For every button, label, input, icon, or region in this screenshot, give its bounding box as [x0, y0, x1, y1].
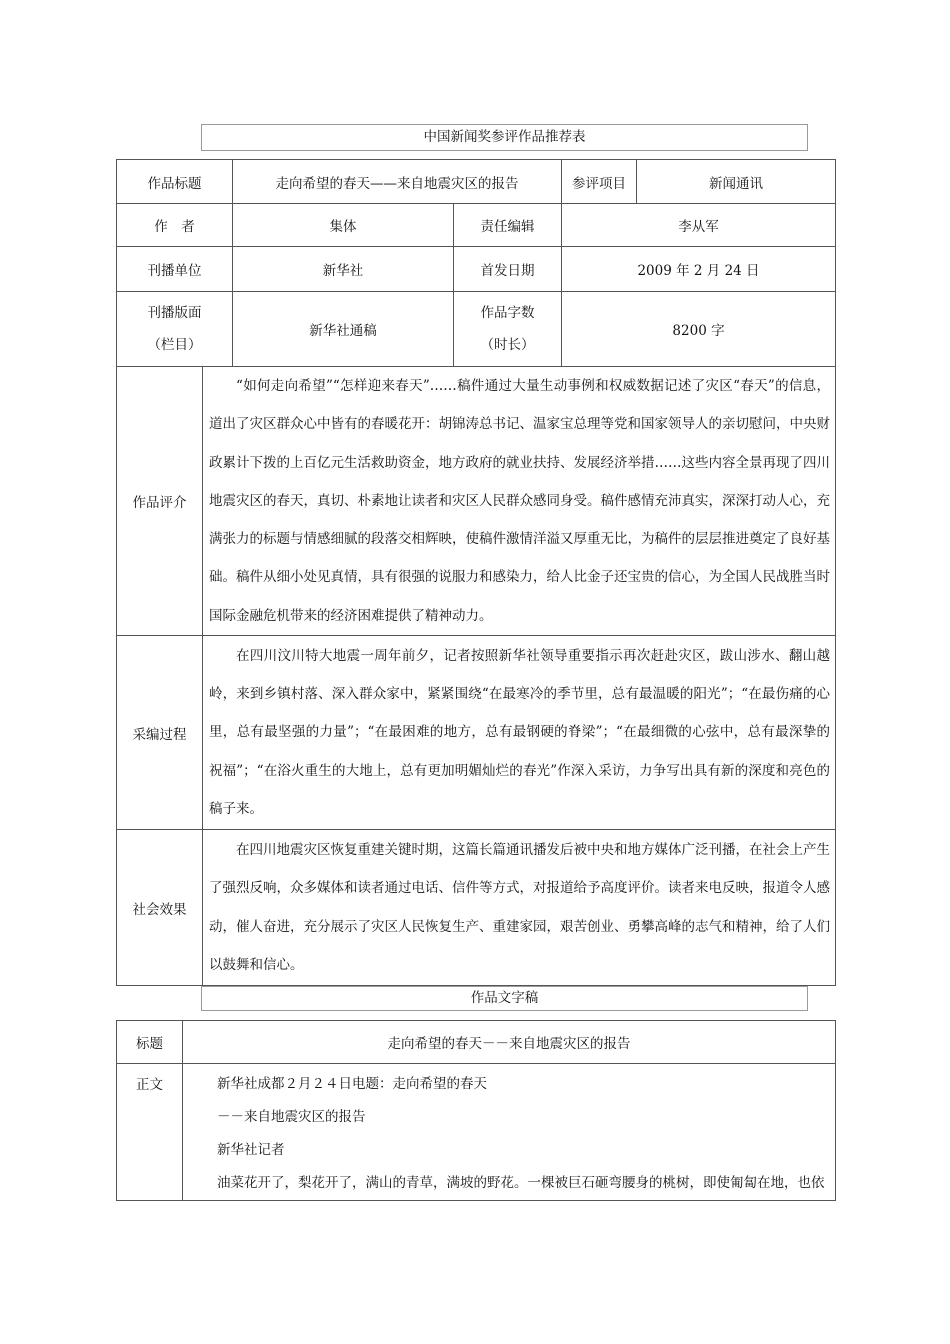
effect-label: 社会效果 [117, 830, 203, 986]
section-label-line-2: （栏目） [147, 337, 202, 353]
effect-text: 在四川地震灾区恢复重建关键时期，这篇长篇通讯播发后被中央和地方媒体广泛刊播，在社会上产生了强烈反响，众多媒体和读者通过电话、信件等方式，对报道给予高度评价。读者来电反映，报道令人感动，催人奋进，充分展示了灾区人民恢复生产、重建家园，艰苦创业、勇攀高峰的志气和精神，给了人们以鼓舞和信心。 [209, 842, 830, 973]
editor-value: 李从军 [562, 204, 836, 247]
recommendation-form-table [116, 159, 836, 367]
editor-label: 责任编辑 [454, 204, 562, 247]
table-row [117, 160, 836, 204]
headline-value: 走向希望的春天－－来自地震灾区的报告 [183, 1021, 836, 1064]
process-text: 在四川汶川特大地震一周年前夕，记者按照新华社领导重要指示再次赶赴灾区，跋山涉水、翻山越岭，来到乡镇村落、深入群众家中，紧紧围绕“在最寒冷的季节里，总有最温暖的阳光”；“在最伤痛的心里，总有最坚强的力量”；“在最困难的地方，总有最钢硬的脊梁”；“在最细微的心弦中，总有最深挚的祝福”；“在浴火重生的大地上，总有更加明媚灿烂的春光”作深入采访，力争写出具有新的深度和亮色的稿子来。 [209, 647, 830, 817]
body-line-4: 油菜花开了，梨花开了，满山的青草，满坡的野花。一棵被巨石砸弯腰身的桃树，即使匍匐在地，也依 [217, 1175, 825, 1191]
process-label: 采编过程 [117, 636, 203, 830]
title-label: 作品标题 [117, 160, 233, 204]
body-line-2: －－来自地震灾区的报告 [217, 1109, 366, 1125]
manuscript-table [116, 1020, 836, 1201]
body-line-1: 新华社成都２月２４日电题：走向希望的春天 [217, 1076, 487, 1092]
category-value: 新闻通讯 [637, 160, 836, 204]
section-label [117, 292, 233, 367]
words-label-line-1: 作品字数 [480, 305, 535, 321]
category-label: 参评项目 [562, 160, 637, 204]
review-text: “如何走向希望”“怎样迎来春天”……稿件通过大量生动事例和权威数据记述了灾区“春天”的信息，道出了灾区群众心中皆有的春暖花开：胡锦涛总书记、温家宝总理等党和国家领导人的亲切慰问，中央财政累计下拨的上百亿元生活救助资金，地方政府的就业扶持、发展经济举措……这些内容全景再现了四川地震灾区的春天，真切、朴素地让读者和灾区人民群众感同身受。稿件感情充沛真实，深深打动人心，充满张力的标题与情感细腻的段落交相辉映，使稿件激情洋溢又厚重无比，为稿件的层层推进奠定了良好基础。稿件从细小处见真情，具有很强的说服力和感染力，给人比金子还宝贵的信心，为全国人民战胜当时国际金融危机带来的经济困难提供了精神动力。 [209, 378, 830, 624]
review-label: 作品评介 [117, 367, 203, 636]
table-row [117, 292, 836, 367]
words-value: 8200 字 [562, 292, 836, 367]
date-value: 2009 年 2 月 24 日 [562, 247, 836, 292]
words-label-line-2: （时长） [480, 337, 535, 353]
unit-label: 刊播单位 [117, 247, 233, 292]
title-value: 走向希望的春天——来自地震灾区的报告 [233, 160, 562, 204]
words-label [454, 292, 562, 367]
table-row [117, 204, 836, 247]
section-label-line-1: 刊播版面 [147, 305, 202, 321]
date-label: 首发日期 [454, 247, 562, 292]
author-value: 集体 [233, 204, 454, 247]
table-row [117, 1021, 836, 1064]
evaluation-table [116, 366, 836, 986]
table-row [117, 1064, 836, 1201]
table-row [117, 367, 836, 636]
author-label: 作 者 [117, 204, 233, 247]
table-row [117, 247, 836, 292]
form-title: 中国新闻奖参评作品推荐表 [201, 124, 808, 151]
body-line-3: 新华社记者 [217, 1142, 285, 1158]
body-label: 正文 [117, 1064, 183, 1201]
review-cell [203, 367, 836, 636]
table-row [117, 830, 836, 986]
body-text [183, 1064, 836, 1201]
effect-cell [203, 830, 836, 986]
unit-value: 新华社 [233, 247, 454, 292]
table-row [117, 636, 836, 830]
process-cell [203, 636, 836, 830]
section-value: 新华社通稿 [233, 292, 454, 367]
headline-label: 标题 [117, 1021, 183, 1064]
manuscript-caption: 作品文字稿 [201, 986, 808, 1011]
